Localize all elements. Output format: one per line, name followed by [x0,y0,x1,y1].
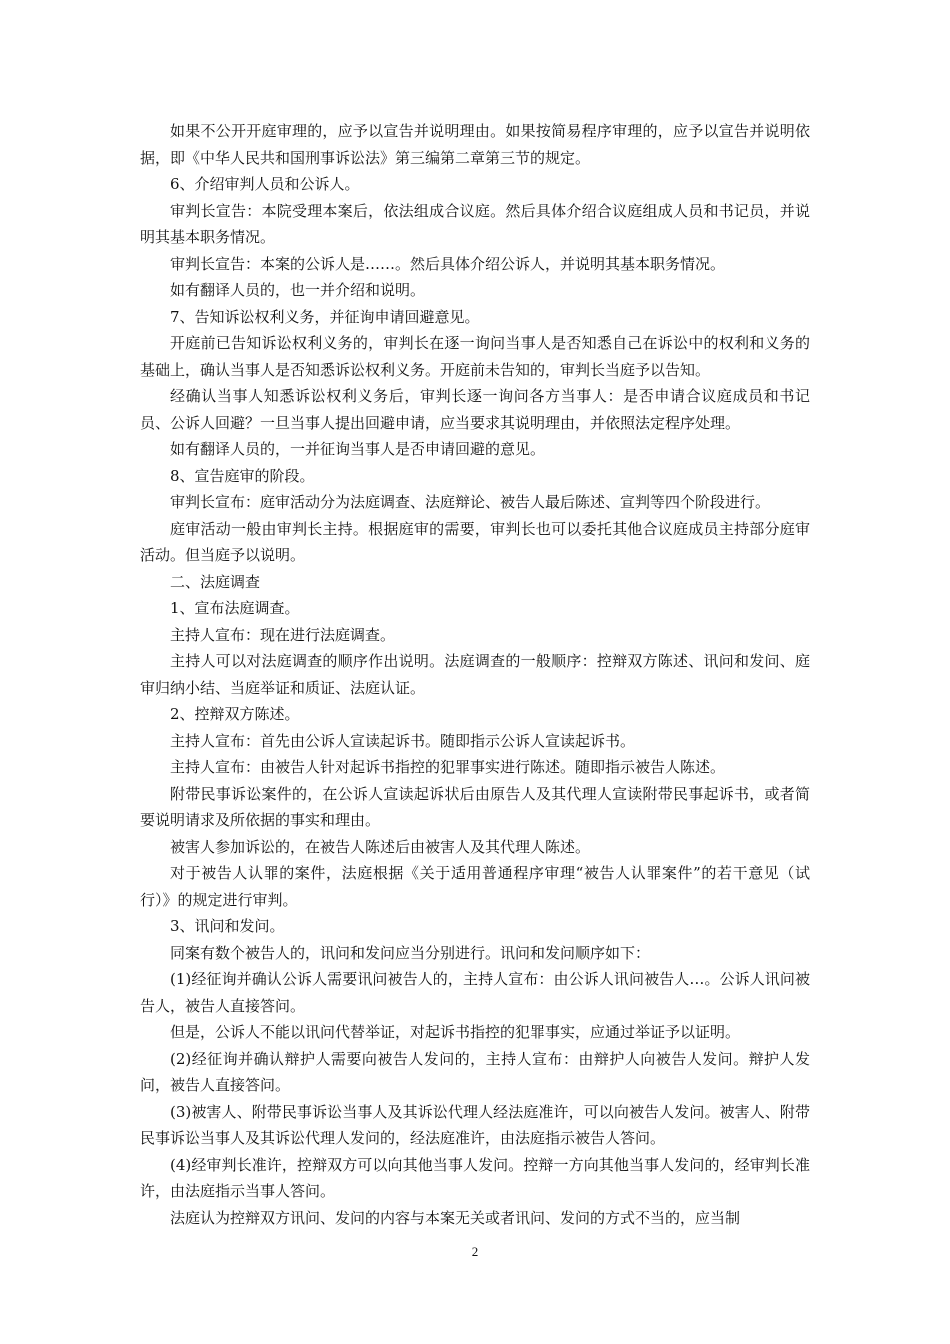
paragraph: 如有翻译人员的，也一并介绍和说明。 [170,281,426,299]
section-heading: 8、宣告庭审的阶段。 [170,466,315,485]
list-item: (2)经征询并确认辩护人需要向被告人发问的，主持人宣布：由辩护人向被告人发问。辩护人发问，被告人直接答问。 [140,1049,810,1094]
paragraph: 开庭前已告知诉讼权利义务的，审判长在逐一询问当事人是否知悉自己在诉讼中的权利和义务的基础上，确认当事人是否知悉诉讼权利义务。开庭前未告知的，审判长当庭予以告知。 [140,334,810,379]
paragraph: 庭审活动一般由审判长主持。根据庭审的需要，审判长也可以委托其他合议庭成员主持部分庭审活动。但当庭予以说明。 [140,519,810,564]
section-heading: 3、讯问和发问。 [170,917,285,935]
paragraph: 法庭认为控辩双方讯问、发问的内容与本案无关或者讯问、发问的方式不当的，应当制 [170,1208,741,1227]
paragraph: 主持人宣布：由被告人针对起诉书指控的犯罪事实进行陈述。随即指示被告人陈述。 [170,758,726,776]
paragraph: 附带民事诉讼案件的，在公诉人宣读起诉状后由原告人及其代理人宣读附带民事起诉书，或者简要说明请求及所依据的事实和理由。 [140,784,810,829]
paragraph: 经确认当事人知悉诉讼权利义务后，审判长逐一询问各方当事人：是否申请合议庭成员和书记员、公诉人回避？一旦当事人提出回避申请，应当要求其说明理由，并依照法定程序处理。 [140,387,810,432]
section-heading: 1、宣布法庭调查。 [170,599,300,617]
section-heading: 6、介绍审判人员和公诉人。 [170,175,360,193]
paragraph: 对于被告人认罪的案件，法庭根据《关于适用普通程序审理“被告人认罪案件”的若干意见（试行）》的规定进行审判。 [140,864,810,909]
paragraph: 主持人宣布：首先由公诉人宣读起诉书。随即指示公诉人宣读起诉书。 [170,731,636,750]
paragraph: 审判长宣告：本院受理本案后，依法组成合议庭。然后具体介绍合议庭组成人员和书记员，并说明其基本职务情况。 [140,201,810,246]
section-heading: 7、告知诉讼权利义务，并征询申请回避意见。 [170,307,480,326]
paragraph: 主持人宣布：现在进行法庭调查。 [170,625,396,644]
list-item: (3)被害人、附带民事诉讼当事人及其诉讼代理人经法庭准许，可以向被告人发问。被害人、附带民事诉讼当事人及其诉讼代理人发问的，经法庭准许，由法庭指示被告人答问。 [140,1102,810,1147]
document-body [140,118,810,1231]
paragraph: 同案有数个被告人的，讯问和发问应当分别进行。讯问和发问顺序如下： [170,943,651,962]
paragraph: 主持人可以对法庭调查的顺序作出说明。法庭调查的一般顺序：控辩双方陈述、讯问和发问、庭审归纳小结、当庭举证和质证、法庭认证。 [140,652,810,697]
list-item: (1)经征询并确认公诉人需要讯问被告人的，主持人宣布：由公诉人讯问被告人…。公诉人讯问被告人，被告人直接答问。 [140,970,810,1015]
paragraph: 如果不公开开庭审理的，应予以宣告并说明理由。如果按简易程序审理的，应予以宣告并说明依据，即《中华人民共和国刑事诉讼法》第三编第二章第三节的规定。 [140,122,810,167]
list-item: (4)经审判长准许，控辩双方可以向其他当事人发问。控辩一方向其他当事人发问的，经审判长准许，由法庭指示当事人答问。 [140,1155,810,1200]
paragraph: 如有翻译人员的，一并征询当事人是否申请回避的意见。 [170,440,546,458]
paragraph: 审判长宣告：本案的公诉人是……。然后具体介绍公诉人，并说明其基本职务情况。 [170,254,726,273]
page-number: 2 [471,1244,479,1259]
paragraph: 审判长宣布：庭审活动分为法庭调查、法庭辩论、被告人最后陈述、宣判等四个阶段进行。 [170,493,771,511]
paragraph: 被害人参加诉讼的，在被告人陈述后由被害人及其代理人陈述。 [170,837,591,856]
paragraph: 但是，公诉人不能以讯问代替举证，对起诉书指控的犯罪事实，应通过举证予以证明。 [170,1023,741,1041]
chapter-heading: 二、法庭调查 [170,572,261,591]
section-heading: 2、控辩双方陈述。 [170,705,300,723]
